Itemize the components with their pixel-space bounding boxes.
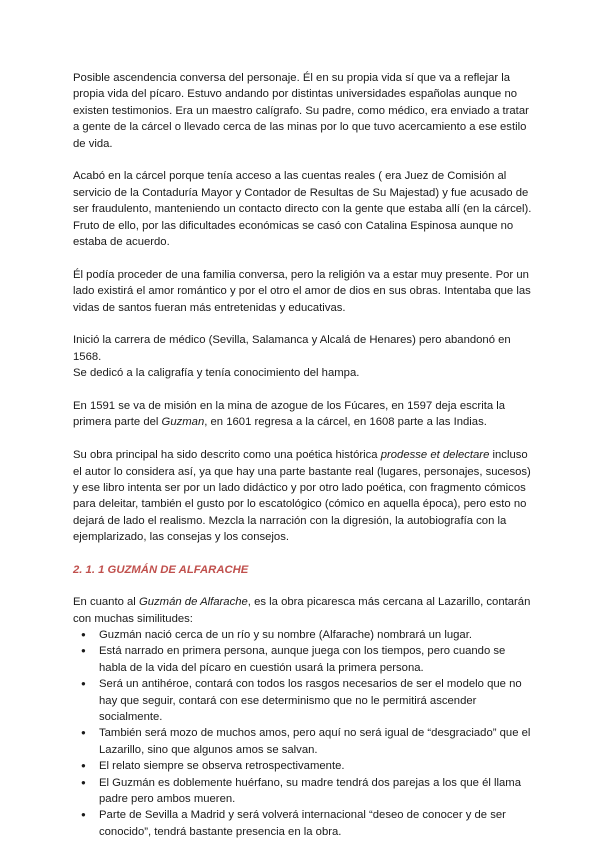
italic-title: Guzman xyxy=(161,416,205,429)
text-span: , en 1601 regresa a la cárcel, en 1608 parte a las Indias. xyxy=(204,416,487,429)
text-span: , es la obra picaresca más cercana al Lazarillo, contarán con muchas similitudes: xyxy=(73,596,531,625)
paragraph-carrera-line1: Inició la carrera de médico (Sevilla, Salamanca y Alcalá de Henares) pero abandonó en 1568. xyxy=(73,334,511,363)
similitudes-list xyxy=(73,627,535,840)
paragraph-carrera-line2: Se dedicó a la caligrafía y tenía conocimiento del hampa. xyxy=(73,367,360,380)
paragraph-religion: Él podía proceder de una familia conversa, pero la religión va a estar muy presente. Por un lado existirá el amor romántico y por el otro el amor de dios en sus obras. Intentaba que las vidas de santos fueran más entretenidas y educativas. xyxy=(73,268,531,314)
italic-phrase: prodesse et delectare xyxy=(380,449,490,462)
list-item: ● El Guzmán es doblemente huérfano, su madre tendrá dos parejas a los que él llama padre pero ambos mueren. xyxy=(99,775,535,808)
document-page xyxy=(73,70,535,840)
paragraph-obra xyxy=(73,447,535,545)
section-heading: 2. 1. 1 GUZMÁN DE ALFARACHE xyxy=(73,564,249,577)
list-item: ● El relato siempre se observa retrospectivamente. xyxy=(99,758,535,774)
text-span: Su obra principal ha sido descrito como una poética histórica xyxy=(73,449,381,462)
text-span: incluso el autor lo considera así, ya que hay una parte bastante real (lugares, personajes, sucesos) y ese libro intenta ser por un lado didáctico y por otro lado poética, con fragmento cómicos para deleitar, también el gusto por lo escatológico (cómico en aquella época), pero esto no dejará de lado el realismo. Mezcla la narración con la digresión, la autobiografía con la ejemplarizado, las consejas y los consejos. xyxy=(73,449,531,544)
list-item: ● Guzmán nació cerca de un río y su nombre (Alfarache) nombrará un lugar. xyxy=(99,627,535,643)
list-item: ● Está narrado en primera persona, aunque juega con los tiempos, pero cuando se habla de la vida del pícaro en cuestión usará la primera persona. xyxy=(99,643,535,676)
list-item: ● También será mozo de muchos amos, pero aquí no será igual de “desgraciado” que el Lazarillo, sino que algunos amos se salvan. xyxy=(99,725,535,758)
text-span: En cuanto al xyxy=(73,596,139,609)
paragraph-ascendencia: Posible ascendencia conversa del personaje. Él en su propia vida sí que va a reflejar la propia vida del pícaro. Estuvo andando por distintas universidades españolas aunque no existen testimonios. Era un maestro calígrafo. Su padre, como médico, era enviado a tratar a gente de la cárcel o llevado cerca de las minas por lo que tuvo acercamiento a ese estilo de vida. xyxy=(73,72,529,150)
list-item: ● Parte de Sevilla a Madrid y será volverá internacional “deseo de conocer y de ser conocido”, tendrá bastante presencia en la obra. xyxy=(99,807,535,840)
paragraph-intro-guzman xyxy=(73,594,535,627)
paragraph-carcel: Acabó en la cárcel porque tenía acceso a las cuentas reales ( era Juez de Comisión al servicio de la Contaduría Mayor y Contador de Resultas de Su Majestad) y fue acusado de ser fraudulento, manteniendo un contacto directo con la gente que estaba allí (en la cárcel). Fruto de ello, por las dificultades económicas se casó con Catalina Espinosa aunque no estaba de acuerdo. xyxy=(73,170,532,249)
paragraph-fechas xyxy=(73,398,535,431)
paragraph-carrera xyxy=(73,332,535,381)
italic-title: Guzmán de Alfarache xyxy=(138,596,248,609)
text-span: En 1591 se va de misión en la mina de azogue de los Fúcares, en 1597 deja escrita la primera parte del xyxy=(73,400,506,429)
list-item: ● Será un antihéroe, contará con todos los rasgos necesarios de ser el modelo que no hay que seguir, contará con ese determinismo que no le permitirá ascender socialmente. xyxy=(99,676,535,725)
